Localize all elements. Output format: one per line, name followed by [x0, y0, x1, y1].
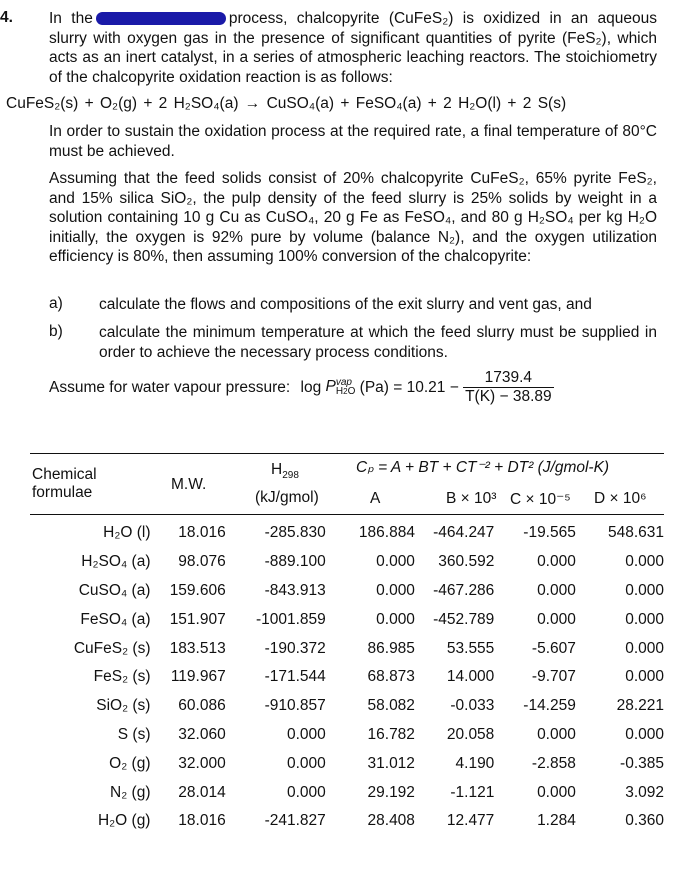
enthalpy-cell: -171.544 — [264, 668, 326, 686]
cp-a-cell: 86.985 — [367, 639, 415, 657]
header-mw: M.W. — [171, 476, 207, 493]
task-b-text: calculate the minimum temperature at which the feed slurry must be supplied in order to achieve the necessary process conditions. — [99, 324, 657, 361]
cp-a-cell: 16.782 — [367, 725, 415, 743]
header-h-sub: 298 — [282, 470, 299, 482]
molecular-weight-cell: 32.000 — [178, 754, 226, 772]
cp-b-cell: -464.247 — [433, 524, 495, 542]
header-h-unit: (kJ/gmol) — [255, 489, 319, 506]
reaction-equation: CuFeS₂(s) + O₂(g) + 2 H₂SO₄(a) → CuSO₄(a) + FeSO₄(a) + 2 H₂O(l) + 2 S(s) — [6, 95, 567, 112]
molecular-weight-cell: 32.060 — [178, 725, 226, 743]
cp-b-cell: -0.033 — [450, 697, 495, 715]
cp-b-cell: 14.000 — [446, 668, 495, 686]
header-h298 — [271, 461, 299, 481]
cp-b-cell: 4.190 — [455, 754, 495, 772]
enthalpy-cell: -241.827 — [264, 812, 326, 830]
enthalpy-cell: 0.000 — [286, 754, 326, 772]
molecular-weight-cell: 119.967 — [170, 668, 226, 686]
molecular-weight-cell: 18.016 — [178, 524, 226, 542]
vapour-pressure-symbol: P vap H2O — [325, 377, 356, 398]
intro-paragraph — [49, 9, 657, 87]
chemical-formula-cell: H₂O (l) — [103, 524, 151, 542]
molecular-weight-cell: 183.513 — [169, 639, 226, 657]
header-cp-formula: Cₚ = A + BT + CT⁻² + DT² (J/gmol-K) — [356, 459, 610, 476]
cp-a-cell: 31.012 — [367, 754, 415, 772]
cp-d-cell: -0.385 — [620, 754, 664, 772]
table-row — [30, 577, 664, 606]
enthalpy-cell: 0.000 — [286, 783, 326, 801]
vapour-rhs: (Pa) = 10.21 − — [359, 378, 459, 396]
intro-prefix: In the — [49, 10, 93, 27]
question-number: 4. — [0, 9, 13, 26]
cp-b-cell: -452.789 — [433, 610, 495, 628]
table-row — [30, 519, 664, 548]
chemical-formula-cell: CuSO₄ (a) — [78, 581, 151, 599]
cp-d-cell: 0.000 — [625, 639, 664, 657]
header-chem-line1: Chemical — [32, 466, 97, 483]
molecular-weight-cell: 18.016 — [178, 812, 226, 830]
cp-d-cell: 0.000 — [625, 581, 664, 599]
cp-d-cell: 0.000 — [625, 553, 664, 571]
cp-c-cell: -14.259 — [523, 697, 576, 715]
chemical-formula-cell: O₂ (g) — [109, 754, 151, 772]
table-row — [30, 807, 664, 836]
cp-a-cell: 0.000 — [376, 581, 415, 599]
chemical-formula-cell: H₂SO₄ (a) — [81, 553, 151, 571]
cp-c-cell: 0.000 — [537, 610, 576, 628]
task-a-label: a) — [49, 295, 63, 312]
cp-b-cell: 360.592 — [438, 553, 495, 571]
vapour-denominator: T(K) − 38.89 — [465, 388, 552, 405]
cp-c-cell: -9.707 — [531, 668, 576, 686]
vapour-prefix: Assume for water vapour pressure: — [49, 378, 291, 396]
header-b: B × 10³ — [446, 490, 497, 507]
task-b-label: b) — [49, 323, 63, 340]
header-d: D × 10⁶ — [594, 490, 647, 507]
cp-d-cell: 28.221 — [616, 697, 664, 715]
header-a: A — [370, 490, 381, 507]
task-a-text: calculate the flows and compositions of the exit slurry and vent gas, and — [99, 296, 592, 313]
enthalpy-cell: 0.000 — [286, 725, 326, 743]
chemical-formula-cell: FeS₂ (s) — [93, 668, 151, 686]
table-row — [30, 749, 664, 778]
table-row — [30, 692, 664, 721]
temperature-paragraph: In order to sustain the oxidation process at the required rate, a final temperature of 80°C must be achieved. — [49, 123, 657, 160]
chemical-formula-cell: CuFeS₂ (s) — [73, 639, 151, 657]
enthalpy-cell: -843.913 — [264, 581, 326, 599]
enthalpy-cell: -910.857 — [264, 697, 326, 715]
redaction-mark — [96, 12, 226, 25]
cp-b-cell: 20.058 — [446, 725, 495, 743]
cp-c-cell: 0.000 — [537, 725, 576, 743]
chemical-formula-cell: S (s) — [117, 725, 151, 743]
vapour-fraction — [463, 369, 554, 406]
cp-a-cell: 68.873 — [367, 668, 415, 686]
header-c: C × 10⁻⁵ — [510, 491, 571, 508]
cp-a-cell: 58.082 — [367, 697, 415, 715]
header-chem-line2: formulae — [32, 484, 93, 501]
cp-c-cell: 0.000 — [537, 581, 576, 599]
vapour-log: log — [300, 378, 322, 396]
enthalpy-cell: -285.830 — [264, 524, 326, 542]
cp-d-cell: 0.000 — [625, 668, 664, 686]
chemical-formula-cell: FeSO₄ (a) — [80, 610, 151, 628]
enthalpy-cell: -889.100 — [264, 553, 326, 571]
cp-a-cell: 29.192 — [367, 783, 415, 801]
enthalpy-cell: -190.372 — [264, 639, 326, 657]
table-row — [30, 634, 664, 663]
cp-c-cell: -2.858 — [531, 754, 576, 772]
vapour-pressure-equation — [49, 369, 554, 406]
table-row — [30, 605, 664, 634]
cp-d-cell: 0.360 — [625, 812, 664, 830]
assumptions-paragraph: Assuming that the feed solids consist of 20% chalcopyrite CuFeS₂, 65% pyrite FeS₂, and 15% silica SiO₂, the pulp density of the feed slurry is 25% solids by weight in a solution containing 10 g Cu as CuSO₄, 20 g Fe as FeSO₄, and 80 g H₂SO₄ per kg H₂O initially, the oxygen is 92% pure by volume (balance N₂), and the oxygen utilization efficiency is 80%, then assuming 100% conversion of the chalcopyrite: — [49, 170, 657, 265]
cp-d-cell: 0.000 — [625, 725, 664, 743]
table-header-rule — [30, 514, 664, 515]
chemical-formula-cell: SiO₂ (s) — [96, 697, 151, 715]
molecular-weight-cell: 28.014 — [178, 783, 226, 801]
enthalpy-cell: -1001.859 — [255, 610, 326, 628]
table-row — [30, 663, 664, 692]
cp-b-cell: 53.555 — [446, 639, 495, 657]
table-row — [30, 778, 664, 807]
cp-d-cell: 3.092 — [625, 783, 664, 801]
table-top-rule — [30, 453, 664, 454]
cp-d-cell: 548.631 — [607, 524, 664, 542]
cp-a-cell: 0.000 — [376, 553, 415, 571]
molecular-weight-cell: 98.076 — [178, 553, 226, 571]
table-row — [30, 721, 664, 750]
thermo-data-table — [30, 519, 664, 836]
cp-c-cell: -19.565 — [523, 524, 576, 542]
molecular-weight-cell: 60.086 — [178, 697, 226, 715]
cp-b-cell: -1.121 — [450, 783, 495, 801]
chemical-formula-cell: N₂ (g) — [110, 783, 151, 801]
cp-a-cell: 0.000 — [376, 610, 415, 628]
table-row — [30, 548, 664, 577]
cp-d-cell: 0.000 — [625, 610, 664, 628]
vapour-numerator: 1739.4 — [463, 369, 554, 388]
cp-c-cell: -5.607 — [531, 639, 576, 657]
cp-b-cell: -467.286 — [433, 581, 495, 599]
header-h-top: H — [271, 461, 283, 478]
cp-b-cell: 12.477 — [446, 812, 495, 830]
intro-suffix: process, chalcopyrite (CuFeS₂) is oxidized in an aqueous slurry with oxygen gas in the presence of significant quantities of pyrite (FeS₂), which acts as an inert catalyst, in a series of atmospheric leaching reactors. The stoichiometry of the chalcopyrite oxidation reaction is as follows: — [49, 10, 657, 86]
cp-a-cell: 186.884 — [358, 524, 415, 542]
cp-c-cell: 1.284 — [537, 812, 576, 830]
cp-a-cell: 28.408 — [367, 812, 415, 830]
chemical-formula-cell: H₂O (g) — [97, 812, 151, 830]
header-chemical-formulae — [32, 466, 97, 502]
cp-c-cell: 0.000 — [537, 553, 576, 571]
cp-c-cell: 0.000 — [537, 783, 576, 801]
molecular-weight-cell: 151.907 — [169, 610, 226, 628]
molecular-weight-cell: 159.606 — [169, 581, 226, 599]
